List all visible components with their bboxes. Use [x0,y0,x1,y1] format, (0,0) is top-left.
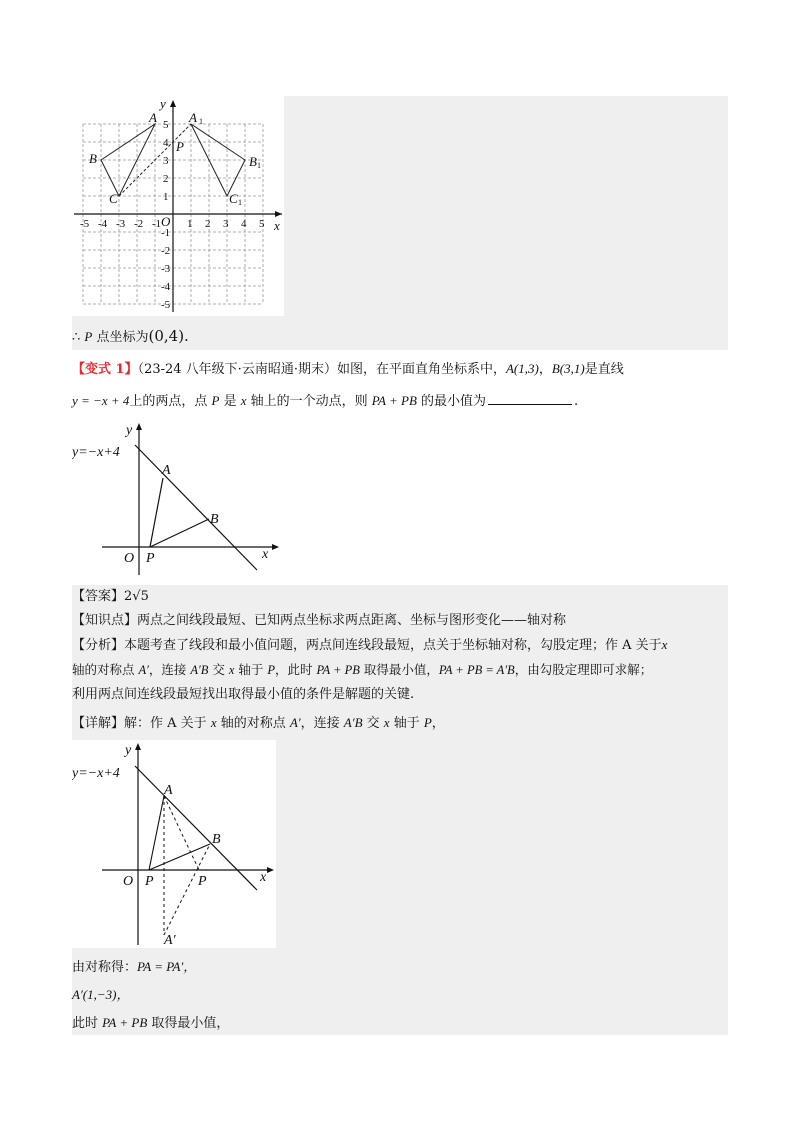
point-A: A [164,783,173,798]
svg-text:-2: -2 [134,218,144,230]
svg-text:-1: -1 [152,218,162,230]
variant-tag: 【变式 1】 [72,362,138,377]
variant-problem-line2: y = −x + 4上的两点，点 P 是 x 轴上的一个动点，则 PA + PB 的最小值为 . [72,393,579,409]
origin-label: O [161,214,171,229]
svg-text:1: 1 [187,218,193,230]
answer-line: 【答案】2√5 [72,589,149,604]
svg-text:-5: -5 [161,299,171,311]
svg-text:-3: -3 [161,263,171,275]
svg-text:5: 5 [259,218,265,230]
svg-text:1: 1 [238,198,242,207]
svg-text:1: 1 [163,191,169,203]
point-P-intersection: P [198,874,207,889]
figure-reflection [72,740,276,948]
x-axis-label: x [262,547,269,562]
point-P: P [145,874,154,889]
figure-grid-symmetry [72,96,284,316]
line-equation: y=−x+4 [72,445,120,460]
point-P: P [146,551,155,566]
point-C1: C [229,191,238,206]
svg-text:1: 1 [199,117,203,126]
svg-text:5: 5 [163,119,169,131]
y-axis-label: y [126,423,133,438]
point-P: P [176,139,184,154]
point-B1: B [249,154,257,169]
y-axis-label: y [160,96,166,111]
line-equation: y=−x+4 [72,766,120,781]
x-axis-label: x [274,218,280,233]
svg-text:1: 1 [257,161,261,170]
knowledge-line: 【知识点】两点之间线段最短、已知两点坐标求两点距离、坐标与图形变化——轴对称 [72,613,567,628]
point-A1: A [189,110,197,125]
svg-text:-2: -2 [161,245,171,257]
origin-label: O [123,874,134,889]
svg-text:-4: -4 [161,281,171,293]
answer-blank [488,392,572,405]
svg-text:4: 4 [241,218,247,230]
figure-line-points [72,420,282,580]
point-B: B [210,512,219,527]
a-prime-coordinate: A′(1,−3)， [72,987,130,1002]
svg-text:3: 3 [163,155,169,167]
point-A: A [162,463,171,478]
svg-text:2: 2 [205,218,211,230]
svg-text:-4: -4 [98,218,108,230]
point-B: B [212,832,221,847]
svg-text:4: 4 [163,137,169,149]
point-B: B [89,151,97,166]
analysis-line3: 利用两点间连线段最短找出取得最小值的条件是解题的关键. [72,687,415,702]
origin-label: O [124,551,135,566]
svg-text:-3: -3 [116,218,126,230]
point-C: C [109,191,118,206]
svg-text:2: 2 [163,173,169,185]
svg-text:-1: -1 [161,227,171,239]
point-A: A [149,110,157,125]
minimum-line: 此时 PA + PB 取得最小值， [72,1015,230,1031]
detail-line: 【详解】解：作 A 关于 x 轴的对称点 A′，连接 A′B 交 x 轴于 P， [72,715,445,731]
x-tick: -5 [80,218,90,230]
p-coordinate-conclusion: ∴ P 点坐标为(0,4). [72,327,189,345]
svg-text:3: 3 [223,218,229,230]
variant-problem-line1: 【变式 1】（23-24 八年级下·云南昭通·期末）如图，在平面直角坐标系中，A(1,3)，B(3,1)是直线 [72,361,624,377]
y-axis-label: y [125,743,132,758]
symmetry-line: 由对称得：PA = PA′， [72,959,197,975]
analysis-line2: 轴的对称点 A′，连接 A′B 交 x 轴于 P，此时 PA + PB 取得最小值，PA + PB = A′B，由勾股定理即可求解； [72,662,653,677]
axes [74,102,282,312]
x-axis-label: x [260,870,267,885]
analysis-line1: 【分析】本题考查了线段和最小值问题，两点间连线段最短，点关于坐标轴对称，勾股定理；作 A 关于x [72,637,668,653]
point-A-prime: A′ [164,933,176,948]
